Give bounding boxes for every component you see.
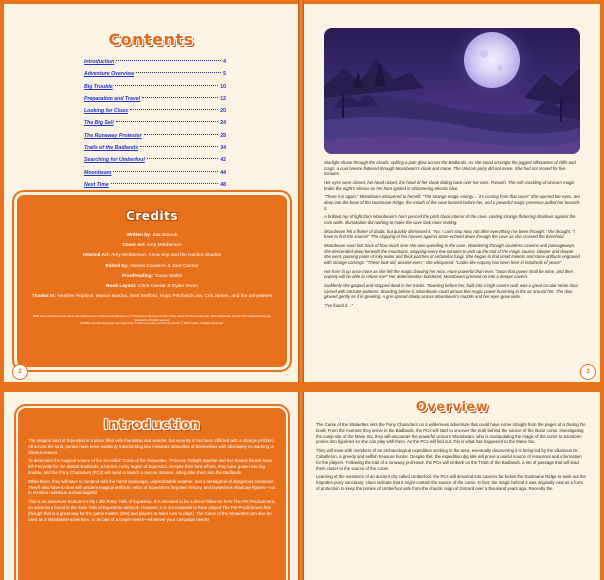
page-introduction	[4, 392, 298, 580]
toc-leader-dots	[136, 71, 221, 73]
credits-fine-print	[31, 315, 273, 326]
toc-item-label: Trails of the Badlands	[84, 145, 139, 152]
paragraph: The Curse of the Statuettes sets the Pony Characters on a wilderness adventure that could have come straight from the pages of a Daring Do book! From the moment they arrive in the Badlands, the PCs will start to uncover the truth behind the source of the titular curse. Investigating the camp site of the Mane Six, they will encounter the powerful Unicorn Moonbeam, who is manipulating the magic of the curse to transform ponies into figurines so she can play with them. As the PCs will find out, this is what has happened to the Mane Six.	[316, 422, 586, 445]
credit-line	[17, 272, 287, 282]
paragraph: Suddenly she gasped and stopped dead in her tracks. Towering before her, built into a high cavern wall, was a great circular stone door carved with intricate patterns. Standing before it, Moonbeam could almost feel magic power humming in the air around her. The door glowed gently as if in greeting. A grin spread slowly across Moonbeam's muzzle and her eyes grew wide.	[324, 283, 579, 300]
paragraph: Moonbeam felt a flicker of doubt, but quickly dismissed it. "No, I can't stop now, not after everything I've been through," she thought. "I have to find the source!" The clopping of her hooves against stone echoed down through the cave as she crossed the threshold.	[324, 228, 575, 240]
toc-page-number: 4	[223, 59, 226, 65]
toc-item-label: Introduction	[84, 59, 115, 65]
toc-page-number: 28	[220, 132, 226, 139]
credit-line	[17, 282, 287, 292]
page-number-right: 3	[580, 364, 596, 380]
page-gap	[0, 382, 604, 392]
paragraph: Starlight shone through the clouds, spilling a pale glow across the Badlands. As she stood amongst the jagged silhouettes of cliffs and crags, a cool breeze fluttered through Moonbeam's cloak and mane. The Unicorn pony did not move. She had not moved for five minutes.	[324, 160, 576, 177]
toc-item[interactable]	[84, 167, 226, 179]
credit-name: Amy Mebberson	[146, 243, 182, 249]
toc-item-label: Searching for Umberfool	[84, 157, 145, 164]
credit-role: Internal Art:	[83, 253, 111, 259]
credit-role: Thanks to:	[31, 294, 57, 300]
paragraph: Her horn lit up once more as she felt the magic drawing her near, more powerful than ever. "Soon that power shall be mine, and then nopony will be able to refuse me!" Her determination bolstered, Moonbeam pressed on into a deeper cavern.	[324, 268, 573, 280]
credits-title: Credits	[126, 209, 178, 223]
credit-role: Edited by:	[105, 263, 129, 269]
paragraph: To determine the magical source of the so-called 'Curse of the Statuettes,' Princess Twilight Sparkle and her closest friends have left Ponyville for the distant Badlands, a barren, rocky region of Equestria. Despite their best efforts, they have gotten into big trouble, and the Pony Characters (PCs) will need to launch a rescue mission, riding after them into the Badlands.	[28, 458, 273, 475]
toc-leader-dots	[116, 59, 221, 61]
introduction-title: Introduction	[103, 418, 201, 433]
toc-leader-dots	[144, 133, 219, 135]
toc-leader-dots	[111, 182, 219, 184]
credit-name: Tracie Walsh	[154, 273, 183, 279]
fine-print-1: River Horse and River Horse Games are trading names of River Horse (Europe) Ltd. © River Horse (Europe) Ltd 2017. River Horse, the River Horse logo, Tails of Equestria, and the Tails of Equestria logo are trademarks. All rights reserved.	[33, 315, 271, 322]
paragraph: They will meet with members of an archaeological expedition working in the area, eventually discovering it is being led by the villainous Dr. Caballeron, a greedy and selfish treasure hunter. Despite this, the expedition dig site will prove a useful source of resources and information for the players. Following the trail of a runaway professor, the PCs will embark on the Trails of the Badlands, a rite of passage that will lead them closer to the source of the curse.	[316, 448, 582, 471]
credits-box	[14, 192, 290, 370]
fine-print-2: HASBRO and all related logos are trademarks of Hasbro and are used with permission. © 2017 Hasbro. All Rights Reserved.	[80, 322, 224, 326]
toc-page-number: 24	[220, 120, 226, 127]
toc-page-number: 20	[220, 108, 226, 115]
toc-item-label: Looking for Clues	[84, 108, 129, 115]
paragraph: A brilliant ray of light from Moonbeam's horn pierced the pitch black interior of the cave, casting strange flickering shadows against the rock walls. Illumination did nothing to make the cave look more inviting.	[324, 214, 576, 225]
toc-item-label: Adventure Overview	[84, 71, 135, 78]
contents-title: Contents	[108, 30, 194, 49]
credit-role: Proofreading:	[121, 273, 154, 279]
toc-page-number: 12	[220, 95, 226, 102]
toc-leader-dots	[147, 157, 218, 159]
overview-title: Overview	[415, 400, 489, 415]
toc-page-number: 42	[220, 157, 226, 164]
paragraph: Learning of the existence of an ancient city called Umberfool, the PCs will descend into caverns far below the Dustmane Ridge to seek out the forgotten pony sanctuary; clues indicate that it might contain the source of the curse. In fact, the magic behind it was originally cast as a form of protection to keep the ponies of Umberfool safe from the chaotic reign of Discord over a thousand years ago. Recently the	[316, 474, 586, 491]
toc-item[interactable]	[84, 117, 226, 129]
toc-item[interactable]	[84, 68, 226, 80]
credit-name: Zak Barouh	[152, 233, 178, 238]
toc-leader-dots	[140, 145, 218, 147]
paragraph: "There it is again," Moonbeam whispered to herself. "The strange magic energy… it's coming from that cave!" She opened her eyes. Set deep into the base of the Dustmane Ridge, the mouth of the cave loomed before her, and a powerful magic presence pulled her towards it.	[324, 194, 580, 211]
toc-leader-dots	[142, 96, 218, 98]
toc-leader-dots	[115, 84, 218, 86]
table-of-contents	[84, 56, 226, 191]
toc-leader-dots	[113, 170, 218, 172]
credit-role: Book Layout:	[106, 284, 137, 290]
toc-item[interactable]	[84, 105, 226, 117]
toc-page-number: 44	[220, 169, 226, 176]
toc-leader-dots	[116, 120, 219, 122]
toc-page-number: 10	[220, 83, 226, 90]
page-number-left: 2	[12, 364, 28, 380]
paragraph: "I've found it…"	[324, 302, 353, 308]
page-overview	[304, 392, 600, 580]
credit-line	[17, 241, 287, 251]
credit-role: Cover Art:	[122, 243, 146, 249]
credit-name: Alessio Cavatore & Jack Caesar	[129, 263, 199, 269]
toc-item-label: The Big Sell	[84, 120, 114, 127]
credit-role: Written by:	[126, 233, 152, 238]
toc-item[interactable]	[84, 81, 226, 93]
toc-item[interactable]	[84, 93, 226, 105]
paragraph: This is an adventure module for My Little Pony: Tails of Equestria. It is intended to be a direct follow-on from The Pet Predicament, an adventure found in the main Tails of Equestria rulebook. However, it is not essential to have played The Pet Predicament first (though that is a great way for the game master (GM) and players to learn how to play!). The Curse of the Statuettes can also be used as a standalone adventure, or as part of a longer series—whatever your campaign needs!	[28, 499, 276, 522]
credit-line	[17, 231, 287, 241]
credit-line	[17, 292, 287, 302]
credit-line	[17, 251, 287, 261]
story-text	[324, 160, 580, 312]
toc-item-label: Big Trouble	[84, 83, 113, 90]
toc-item[interactable]	[84, 56, 226, 68]
toc-item[interactable]	[84, 142, 226, 154]
paragraph: While there, they will have to contend with the harsh landscape, unpredictable weather, and a menagerie of dangerous creatures! They'll also have to deal with ancient magical artifacts, relics of Equestria's forgotten history, and mysterious shadowy figures—not to mention nefarious archaeologists!	[28, 478, 276, 496]
paragraph: Her eyes were closed, her head raised, the hood of her cloak sliding back over her ears. Fwoosh. The soft crackling of Unicorn magic broke the night's silence as her horn ignited in shimmering electric blue.	[324, 179, 575, 191]
toc-item-label: The Runaway Protester	[84, 132, 142, 139]
overview-text	[316, 422, 586, 495]
credit-name: Chris Caesar & Dylan Owen	[138, 284, 198, 290]
paragraph: Moonbeam soon lost track of how much time she was spending in the cave. Wandering through countless caverns and passageways, she descended deep beneath the mountains, stopping every few minutes to pick up the trail of the magic source. Deeper and deeper she went, passing pools of inky water and thick patches of unfamiliar fungi. She began to find small trinkets and stone artifacts engraved with strange carvings. "These look old, ancient even," she whispered. "Looks like nopony has been here in hundreds of years!"	[324, 243, 580, 265]
credit-line	[17, 262, 287, 272]
introduction-box	[16, 406, 288, 580]
toc-item-label: Preparation and Travel	[84, 95, 141, 102]
night-scene-art	[324, 28, 580, 154]
paragraph: The magical land of Equestria is a place filled with friendship and wonder, but recently it has been afflicted with a strange problem. All across the land, ponies have been suddenly transforming into miniature statuettes of themselves with absolutely no warning or obvious reason.	[28, 438, 275, 455]
toc-page-number: 48	[220, 181, 226, 188]
badlands-night-illustration	[324, 28, 580, 154]
toc-item[interactable]	[84, 154, 226, 166]
toc-page-number: 34	[220, 145, 226, 152]
page-contents-credits	[4, 4, 298, 382]
introduction-text	[28, 438, 276, 525]
page-story	[304, 4, 600, 382]
credits-lines	[17, 231, 287, 302]
toc-item[interactable]	[84, 179, 226, 191]
toc-item[interactable]	[84, 130, 226, 142]
credit-name: Amy Mebberson, Anna Sep and the Hasbro Studios	[111, 253, 221, 259]
toc-leader-dots	[130, 108, 218, 110]
toc-item-label: Next Time	[84, 181, 109, 188]
toc-page-number: 5	[223, 71, 226, 78]
toc-item-label: Moonbeam	[84, 169, 112, 176]
credit-name: Heather Hopkins, Manon Bardou, Matt Walford, Hugo Pritchard-Law, Cris Jamen, and the ponysteers	[57, 294, 273, 300]
